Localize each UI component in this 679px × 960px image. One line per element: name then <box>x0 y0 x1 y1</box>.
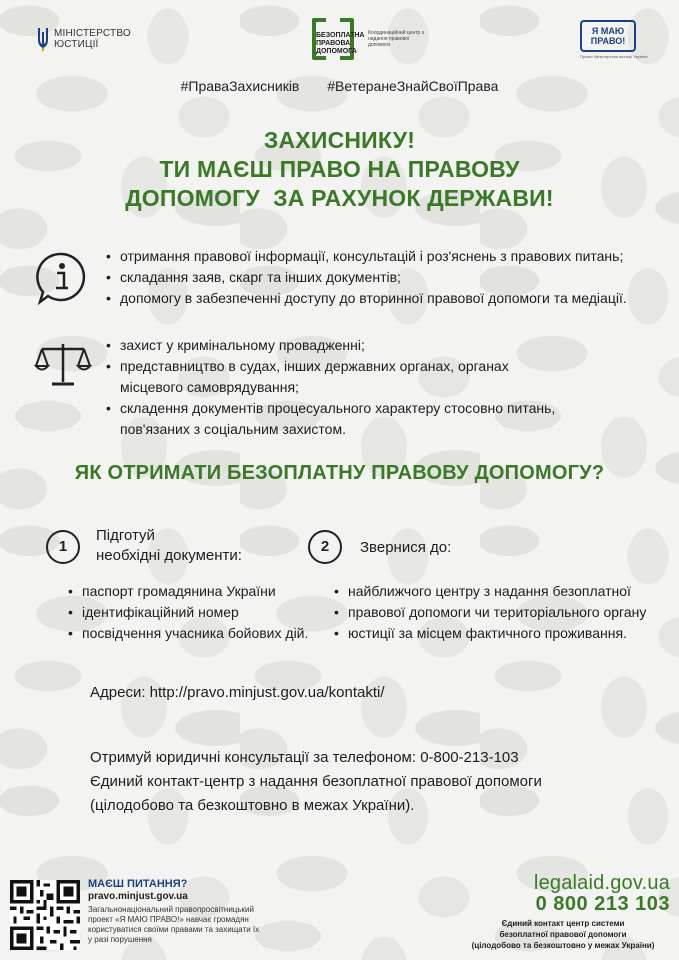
hashtags <box>0 78 679 94</box>
footer-desc-line-1: Загальнонаціональний правопросвітницький <box>88 905 254 914</box>
footer-left <box>88 878 328 945</box>
list-item: • допомогу в забезпеченні доступу до вторинної правової допомоги та медіації. <box>104 288 664 309</box>
addresses-link[interactable]: Адреси: http://pravo.minjust.gov.ua/kontakti/ <box>90 684 385 701</box>
list-item: • складення документів процесуального характеру стосовно питань, <box>104 398 664 419</box>
qr-code-icon[interactable] <box>10 880 80 950</box>
list-item: • найближчого центру з надання безоплатної <box>332 581 662 602</box>
list-item: • посвідчення учасника бойових дій. <box>66 623 336 644</box>
list-item: • захист у кримінальному провадженні; <box>104 335 664 356</box>
contact-line-2: Єдиний контакт-центр з надання безоплатної правової допомоги <box>90 773 542 790</box>
free-legal-aid-logo <box>312 18 432 60</box>
info-bubble-icon <box>34 250 90 306</box>
documents-list <box>66 581 336 644</box>
contact-line-1: Отримуй юридичні консультації за телефоном: 0-800-213-103 <box>90 749 519 766</box>
footer-description <box>88 905 328 945</box>
list-item: • паспорт громадянина України <box>66 581 336 602</box>
center-line-1: Єдиний контакт центр системи <box>501 919 625 928</box>
info-services-list <box>104 246 664 309</box>
bpd-line-2: ПРАВОВА <box>316 40 351 47</box>
court-services-list <box>104 335 664 440</box>
hashtag-1[interactable]: #ПраваЗахисників <box>180 78 300 94</box>
bpd-line-1: БЕЗОПЛАТНА <box>316 32 365 39</box>
footer-desc-line-3: користуватися своїми правами та захищати їх <box>88 925 260 934</box>
step-2-text: Звернися до: <box>360 539 452 556</box>
footer-desc-line-4: у разі порушення <box>88 935 152 944</box>
center-line-2: безоплатної правової допомоги <box>499 930 627 939</box>
ministry-line-1: МІНІСТЕРСТВО <box>54 28 131 39</box>
contact-center-note <box>456 918 670 951</box>
contact-info <box>90 746 542 818</box>
hashtag-2[interactable]: #ВетеранеЗнайСвоїПрава <box>327 78 499 94</box>
ministry-line-2: ЮСТИЦІЇ <box>54 39 99 50</box>
legalaid-domain-link[interactable]: legalaid.gov.ua <box>533 872 670 894</box>
step-2-badge: 2 <box>308 530 342 564</box>
title-line-1: ЗАХИСНИКУ! <box>263 127 416 153</box>
ya-mayu-pravo-logo <box>580 20 648 59</box>
ya-line-1: Я МАЮ <box>591 26 625 36</box>
list-item-continuation: пов'язаних з соціальним захистом. <box>120 421 346 437</box>
contact-line-3: (цілодобово та безкоштовно в межах України). <box>90 797 415 814</box>
how-to-get-heading: ЯК ОТРИМАТИ БЕЗОПЛАТНУ ПРАВОВУ ДОПОМОГУ? <box>74 462 605 484</box>
page-title <box>0 126 679 213</box>
footer-question: МАЄШ ПИТАННЯ? <box>88 878 188 890</box>
step-1-line-1: Підготуй <box>96 527 155 544</box>
list-item: • представництво в судах, інших державних органах, органах <box>104 356 664 377</box>
ya-subtitle: Проєкт Міністерства юстиції України <box>580 54 648 59</box>
hotline-phone[interactable]: 0 800 213 103 <box>535 893 670 915</box>
list-item: • юстиції за місцем фактичного проживання. <box>332 623 662 644</box>
list-item-continuation: місцевого самоврядування; <box>120 379 299 395</box>
ya-line-2: ПРАВО! <box>590 36 626 46</box>
step-1-text <box>96 526 242 566</box>
scales-icon <box>34 340 92 388</box>
bpd-subtitle: Координаційний центр з надання правової допомоги <box>368 30 424 48</box>
title-line-3: ДОПОМОГУ ЗА РАХУНОК ДЕРЖАВИ! <box>125 185 554 211</box>
list-item: • правової допомоги чи територіального органу <box>332 602 662 623</box>
title-line-2: ТИ МАЄШ ПРАВО НА ПРАВОВУ <box>159 156 520 182</box>
bpd-line-3: ДОПОМОГА <box>316 48 357 55</box>
list-item: • складання заяв, скарг та інших документів; <box>104 267 664 288</box>
footer-desc-line-2: проект «Я МАЮ ПРАВО!» навчає громадян <box>88 915 249 924</box>
where-to-apply-list <box>332 581 662 644</box>
ministry-logo <box>36 26 131 52</box>
step-1-line-2: необхідні документи: <box>96 547 242 564</box>
center-line-3: (цілодобово та безкоштовно у межах України) <box>471 941 655 950</box>
footer-right <box>456 872 670 951</box>
list-item: • ідентифікаційний номер <box>66 602 336 623</box>
footer-site-link[interactable]: pravo.minjust.gov.ua <box>88 891 188 902</box>
trident-icon <box>36 26 50 52</box>
step-1-badge: 1 <box>46 530 80 564</box>
list-item: • отримання правової інформації, консультацій і роз'яснень з правових питань; <box>104 246 664 267</box>
